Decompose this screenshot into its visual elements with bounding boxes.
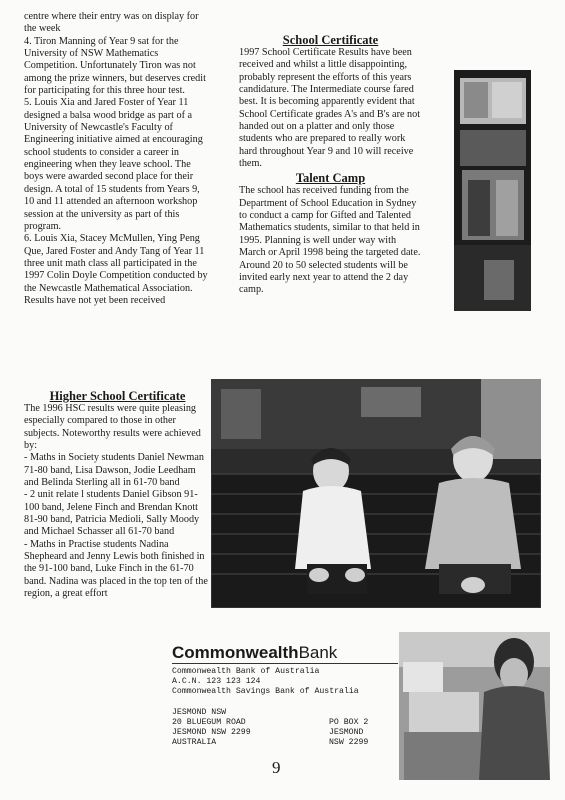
talent-camp-heading: Talent Camp (295, 171, 366, 186)
office-photo (399, 632, 550, 780)
bank-savings: Commonwealth Savings Bank of Australia (172, 687, 359, 697)
classroom-photo-image (454, 70, 531, 311)
address-line: JESMOND NSW (172, 707, 227, 717)
bank-address (172, 708, 398, 752)
divider (172, 663, 398, 664)
address-line: NSW 2299 (329, 738, 369, 748)
bank-acn: A.C.N. 123 123 124 (172, 677, 261, 687)
address-line: JESMOND (329, 727, 364, 737)
address-line: 20 BLUEGUM ROAD (172, 717, 246, 727)
school-certificate-body: 1997 School Certificate Results have been received and whilst a little disappointing, probably represent the efforts of this years candidature. The Intermediate course fared best. It is becoming apparently evident that School Certificate grades A's and B's are not handed out on a platter and only those students who are prepared to really work hard throughout Year 9 and 10 will receive them. (239, 47, 421, 170)
paragraph: 5. Louis Xia and Jared Foster of Year 11 designed a balsa wood bridge as part of a University of Newcastle's Faculty of Engineering initiative aimed at encouraging school students to consider a career in engineering when they leave school. The boys were awarded second place for their design. A total of 15 students from Years 9, 10 and 11 attended an afternoon workshop session at the university as part of this program. (24, 97, 203, 232)
sponsor-block (172, 644, 398, 752)
students-photo (211, 379, 541, 608)
page-number: 9 (272, 758, 281, 777)
address-line: PO BOX 2 (329, 717, 369, 727)
classroom-photo (454, 70, 531, 311)
paragraph: - Maths in Practise students Nadina Shepheard and Jenny Lewis both finished in the 91-100 band, Luke Finch in the 61-70 band. Nadina was placed in the top ten of the region, a great effort (24, 538, 208, 600)
spacer (172, 698, 398, 708)
talent-camp-body: The school has received funding from the Department of School Education in Sydney to conduct a camp for Gifted and Talented Mathematics students, similar to that held in 1995. Planning is well under way with March or April 1998 being the targeted date. Around 20 to 50 selected students will be invited early next year to attend the 2 day camp. (239, 185, 421, 296)
paragraph: - 2 unit relate l students Daniel Gibson 91-100 band, Jelene Finch and Brendan Knott 81-90 band, Patricia Medioli, Sally Moody and Michael Schasser all 61-70 band (24, 489, 200, 538)
hsc-column (24, 389, 211, 601)
school-certificate-heading: School Certificate (282, 33, 379, 47)
middle-column (239, 33, 422, 297)
paragraph: The 1996 HSC results were quite pleasing especially compared to those in other subjects. Noteworthy results were achieved by: (24, 403, 201, 452)
left-column (24, 11, 211, 307)
paragraph: - Maths in Society students Daniel Newman 71-80 band, Lisa Dawson, Jodie Leedham and Belinda Sterling all in 61-70 band (24, 452, 204, 489)
hsc-heading: Higher School Certificate (49, 389, 186, 403)
address-line: AUSTRALIA (172, 738, 217, 748)
paragraph: centre where their entry was on display for the week (24, 11, 199, 35)
bank-name: Commonwealth Bank of Australia (172, 667, 320, 676)
bank-logo (172, 644, 398, 662)
paragraph: 4. Tiron Manning of Year 9 sat for the University of NSW Mathematics Competition. Unfortunately Tiron was not among the prize winners, but deserves credit for participating for this three hour test. (24, 35, 206, 97)
office-photo-image (399, 632, 550, 780)
bank-logo-main: Commonwealth (172, 643, 299, 662)
students-photo-image (211, 379, 541, 608)
paragraph: 6. Louis Xia, Stacey McMullen, Ying Peng Que, Jared Foster and Andy Tang of Year 11 three unit math class all participated in the 1997 Colin Doyle Competition conducted by the Newcastle Mathematical Association. Results have not yet been received (24, 233, 208, 306)
bank-logo-sub: Bank (298, 643, 338, 662)
address-line: JESMOND NSW 2299 (172, 728, 251, 738)
